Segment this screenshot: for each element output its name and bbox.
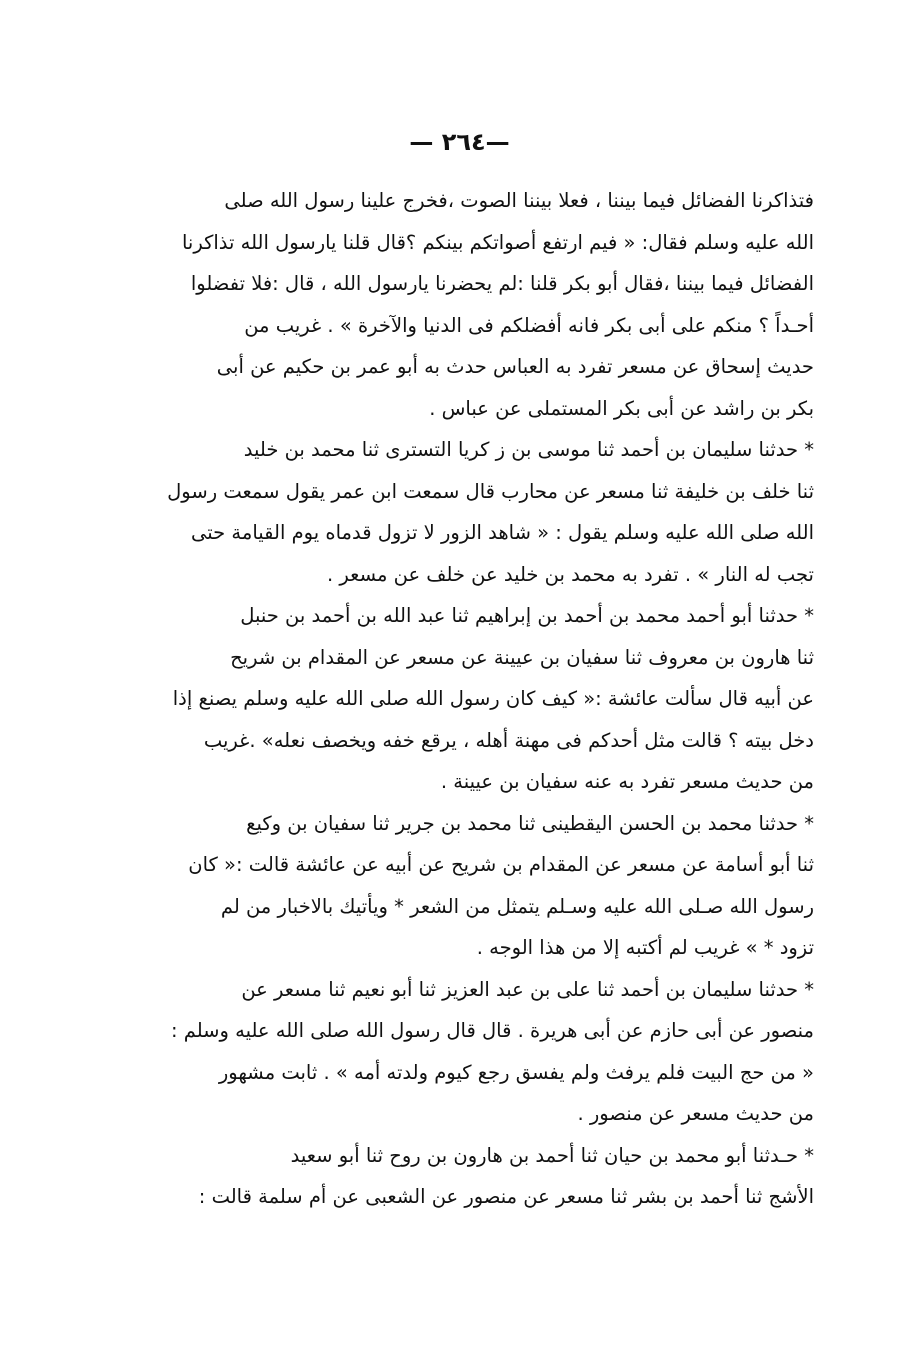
text-line: أحـداً ؟ منكم على أبى بكر فانه أفضلكم فى الدنيا والآخرة » . غريب من [244,313,814,337]
text-line: * حدثنا محمد بن الحسن اليقطينى ثنا محمد بن جرير ثنا سفيان بن وكيع [246,811,814,835]
text-line: من حديث مسعر تفرد به عنه سفيان بن عيينة . [440,770,814,793]
text-line: من حديث مسعر عن منصور . [577,1102,814,1125]
text-line: الله عليه وسلم فقال: « فيم ارتفع أصواتكم بينكم ؟قال قلنا يارسول الله تذاكرنا [181,230,814,254]
text-line: * حدثنا سليمان بن أحمد ثنا على بن عبد العزيز ثنا أبو نعيم ثنا مسعر عن [241,977,814,1001]
page-number: —٢٦٤ — [409,128,510,156]
text-line: ثنا أبو أسامة عن مسعر عن المقدام بن شريح عن أبيه عن عائشة قالت :« كان [188,853,814,876]
text-line: * حـدثنا أبو محمد بن حيان ثنا أحمد بن هارون بن روح ثنا أبو سعيد [290,1143,814,1167]
text-line: عن أبيه قال سألت عائشة :« كيف كان رسول الله صلى الله عليه وسلم يصنع إذا [172,687,814,710]
text-line: الأشج ثنا أحمد بن بشر ثنا مسعر عن منصور عن الشعبى عن أم سلمة قالت : [198,1185,814,1208]
text-line: « من حج البيت فلم يرفث ولم يفسق رجع كيوم ولدته أمه » . ثابت مشهور [218,1060,814,1084]
text-line: حديث إسحاق عن مسعر تفرد به العباس حدث به أبو عمر بن حكيم عن أبى [216,355,814,378]
text-line: رسول الله صـلى الله عليه وسـلم يتمثل من الشعر * ويأتيك بالاخبار من لم [220,894,814,918]
text-line: * حدثنا أبو أحمد محمد بن أحمد بن إبراهيم ثنا عبد الله بن أحمد بن حنبل [240,604,814,627]
text-line: منصور عن أبى حازم عن أبى هريرة . قال قال رسول الله صلى الله عليه وسلم : [170,1019,814,1042]
text-line: الله صلى الله عليه وسلم يقول : « شاهد الزور لا تزول قدماه يوم القيامة حتى [191,521,814,544]
text-line: الفضائل فيما بيننا ،فقال أبو بكر قلنا :لم يحضرنا يارسول الله ، قال :فلا تفضلوا [190,272,814,295]
text-line: ثنا خلف بن خليفة ثنا مسعر عن محارب قال سمعت ابن عمر يقول سمعت رسول [167,479,814,503]
text-line: فتذاكرنا الفضائل فيما بيننا ، فعلا بيننا الصوت ،فخرج علينا رسول الله صلى [224,189,814,212]
text-line: تجب له النار » . تفرد به محمد بن خليد عن خلف عن مسعر . [327,562,814,586]
text-line: دخل بيته ؟ قالت مثل أحدكم فى مهنة أهله ، يرقع خفه ويخصف نعله» .غريب [203,728,814,752]
text-line: * حدثنا سليمان بن أحمد ثنا موسى بن ز كريا التسترى ثنا محمد بن خليد [243,438,814,461]
text-line: تزود * » غريب لم أكتبه إلا من هذا الوجه . [476,936,814,959]
text-line: ثنا هارون بن معروف ثنا سفيان بن عيينة عن مسعر عن المقدام بن شريح [230,645,814,669]
text-body [118,180,814,1218]
text-line: بكر بن راشد عن أبى بكر المستملى عن عباس . [429,396,814,420]
